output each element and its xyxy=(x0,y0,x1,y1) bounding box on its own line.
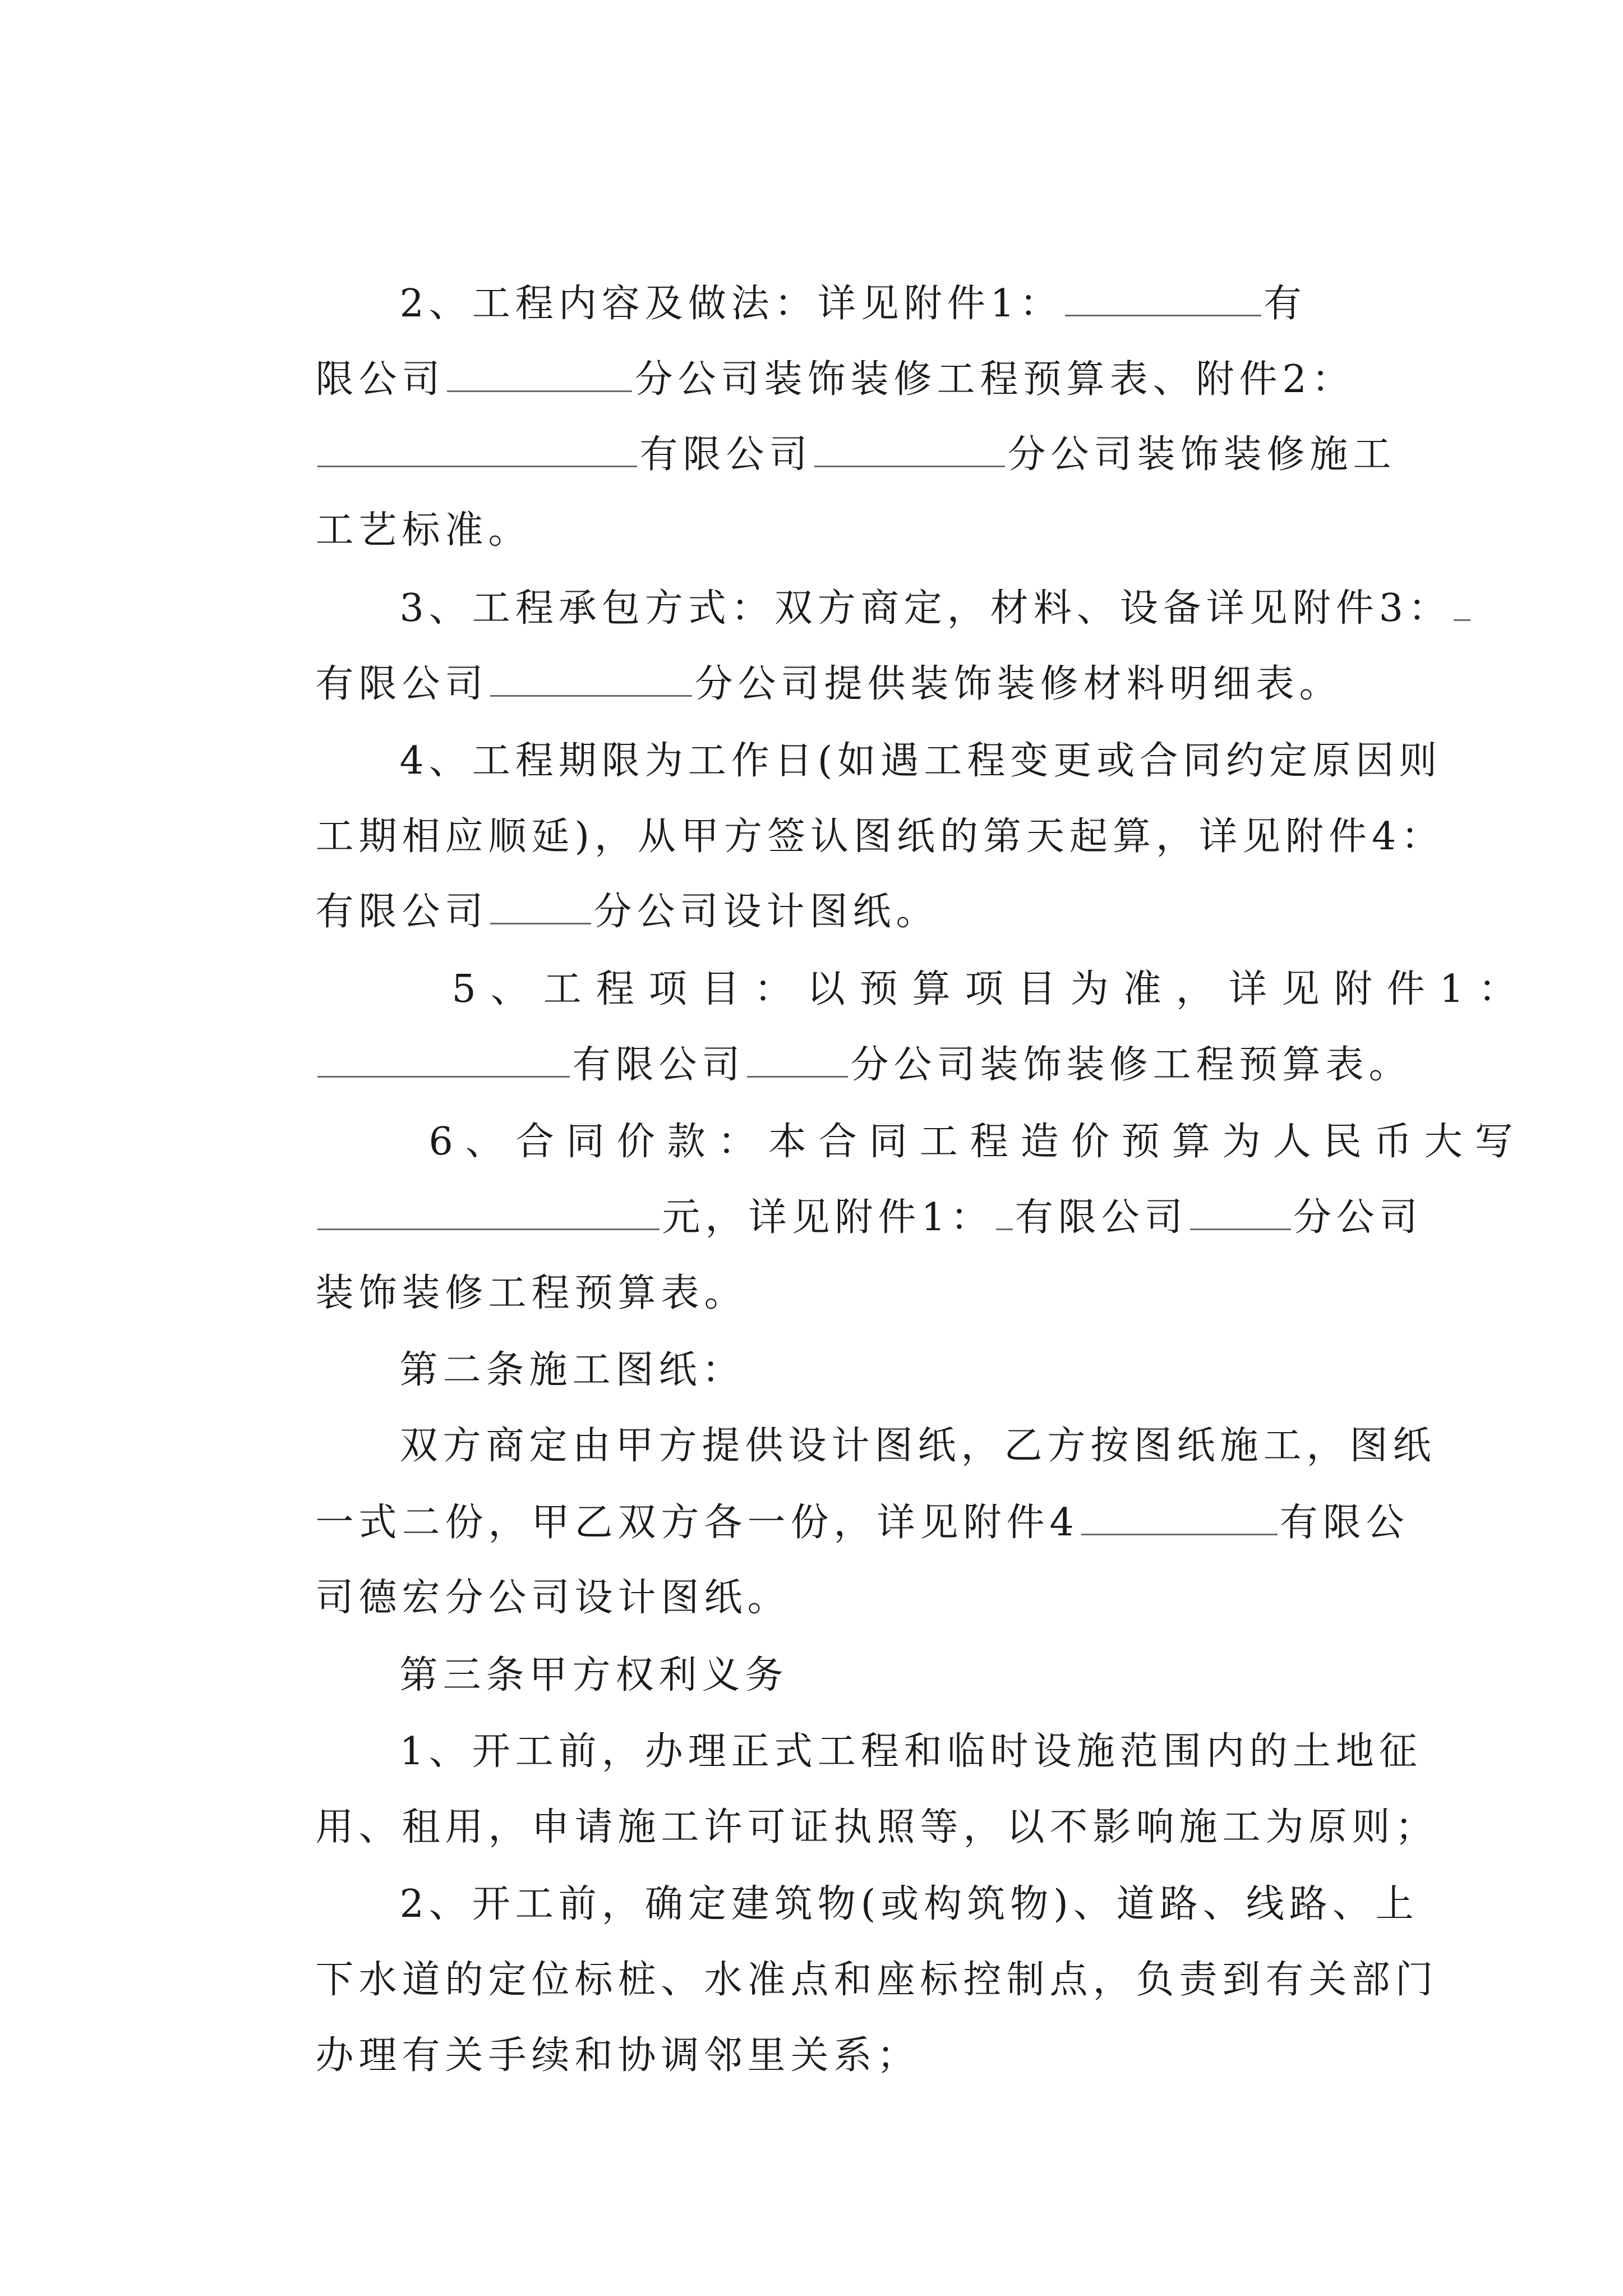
text-line xyxy=(247,362,1396,477)
text-segment: 4、工程期限为工作日(如遇工程变更或合同约定原因则 xyxy=(399,739,1442,783)
text-line xyxy=(331,516,1473,631)
text-segment: 分公司装饰装修施工 xyxy=(1007,432,1396,477)
text-segment: 有限公司 xyxy=(1015,1195,1188,1240)
text-line xyxy=(331,1354,1436,1468)
text-line xyxy=(331,669,1442,783)
text-segment: 办理有关手续和协调邻里关系； xyxy=(315,2033,920,2078)
fill-in-blank xyxy=(1190,1189,1291,1230)
text-segment: 分公司装饰装修工程预算表。 xyxy=(850,1043,1412,1087)
text-line xyxy=(247,1125,1423,1240)
text-line xyxy=(247,820,939,934)
text-segment: 一式二份，甲乙双方各一份，详见附件4 xyxy=(315,1501,1079,1545)
text-segment: 分公司提供装饰装修材料明细表。 xyxy=(694,662,1343,706)
fill-in-blank xyxy=(1454,580,1470,621)
text-line xyxy=(247,287,1355,402)
text-line xyxy=(247,1506,791,1620)
text-line xyxy=(247,1963,920,2078)
text-line xyxy=(247,438,532,553)
text-segment: 工艺标准。 xyxy=(315,508,532,553)
text-line xyxy=(247,1888,1438,2002)
text-segment: 有限公司 xyxy=(315,890,488,934)
text-segment: 1、开工前，办理正式工程和临时设施范围内的土地征 xyxy=(399,1729,1422,1774)
text-segment: 2、开工前，确定建筑物(或构筑物)、道路、线路、上 xyxy=(399,1882,1419,1926)
text-line xyxy=(331,1659,1422,1774)
text-line xyxy=(331,1583,789,1697)
text-line xyxy=(247,1430,1409,1545)
text-line xyxy=(331,1050,1525,1164)
text-segment: 下水道的定位标桩、水准点和座标控制点，负责到有关部门 xyxy=(315,1958,1438,2002)
text-line xyxy=(331,211,1307,326)
text-line xyxy=(247,1201,748,1315)
text-segment: 有限公司 xyxy=(572,1043,745,1087)
text-segment: 司德宏分公司设计图纸。 xyxy=(315,1576,791,1620)
text-segment: 用、租用，申请施工许可证执照等，以不影响施工为原则； xyxy=(315,1805,1438,1849)
text-segment: 第三条甲方权利义务 xyxy=(399,1653,789,1697)
text-segment: 分公司装饰装修工程预算表、附件2： xyxy=(634,357,1355,402)
text-line xyxy=(345,897,1531,1011)
text-segment: 2、工程内容及做法：详见附件1： xyxy=(399,282,1063,326)
text-line xyxy=(331,1278,745,1392)
text-segment: 限公司 xyxy=(315,357,445,402)
text-segment: 有 xyxy=(1264,282,1307,326)
fill-in-blank xyxy=(1081,1494,1278,1535)
text-segment: 有限公 xyxy=(1279,1501,1409,1545)
text-segment: 双方商定由甲方提供设计图纸，乙方按图纸施工，图纸 xyxy=(399,1424,1436,1468)
fill-in-blank xyxy=(814,426,1005,467)
text-segment: 6、合同价款：本合同工程造价预算为人民币大写 xyxy=(428,1120,1525,1164)
text-line xyxy=(247,592,1343,706)
text-line xyxy=(247,744,1445,859)
fill-in-blank xyxy=(996,1189,1013,1230)
text-segment: 第二条施工图纸： xyxy=(399,1348,745,1392)
text-line xyxy=(247,1735,1438,1849)
text-segment: 元，详见附件1： xyxy=(662,1195,994,1240)
text-line xyxy=(331,1812,1419,1926)
text-segment: 分公司 xyxy=(1293,1195,1423,1240)
text-segment: 5、工程项目：以预算项目为准，详见附件1： xyxy=(451,967,1531,1011)
text-segment: 分公司设计图纸。 xyxy=(593,890,939,934)
text-line xyxy=(247,973,1412,1087)
text-segment: 工期相应顺延)，从甲方签认图纸的第天起算，详见附件4： xyxy=(315,815,1445,859)
text-segment: 有限公司 xyxy=(315,662,488,706)
text-segment: 装饰装修工程预算表。 xyxy=(315,1271,748,1315)
text-segment: 有限公司 xyxy=(639,432,813,477)
text-segment: 3、工程承包方式：双方商定，材料、设备详见附件3： xyxy=(399,586,1451,631)
